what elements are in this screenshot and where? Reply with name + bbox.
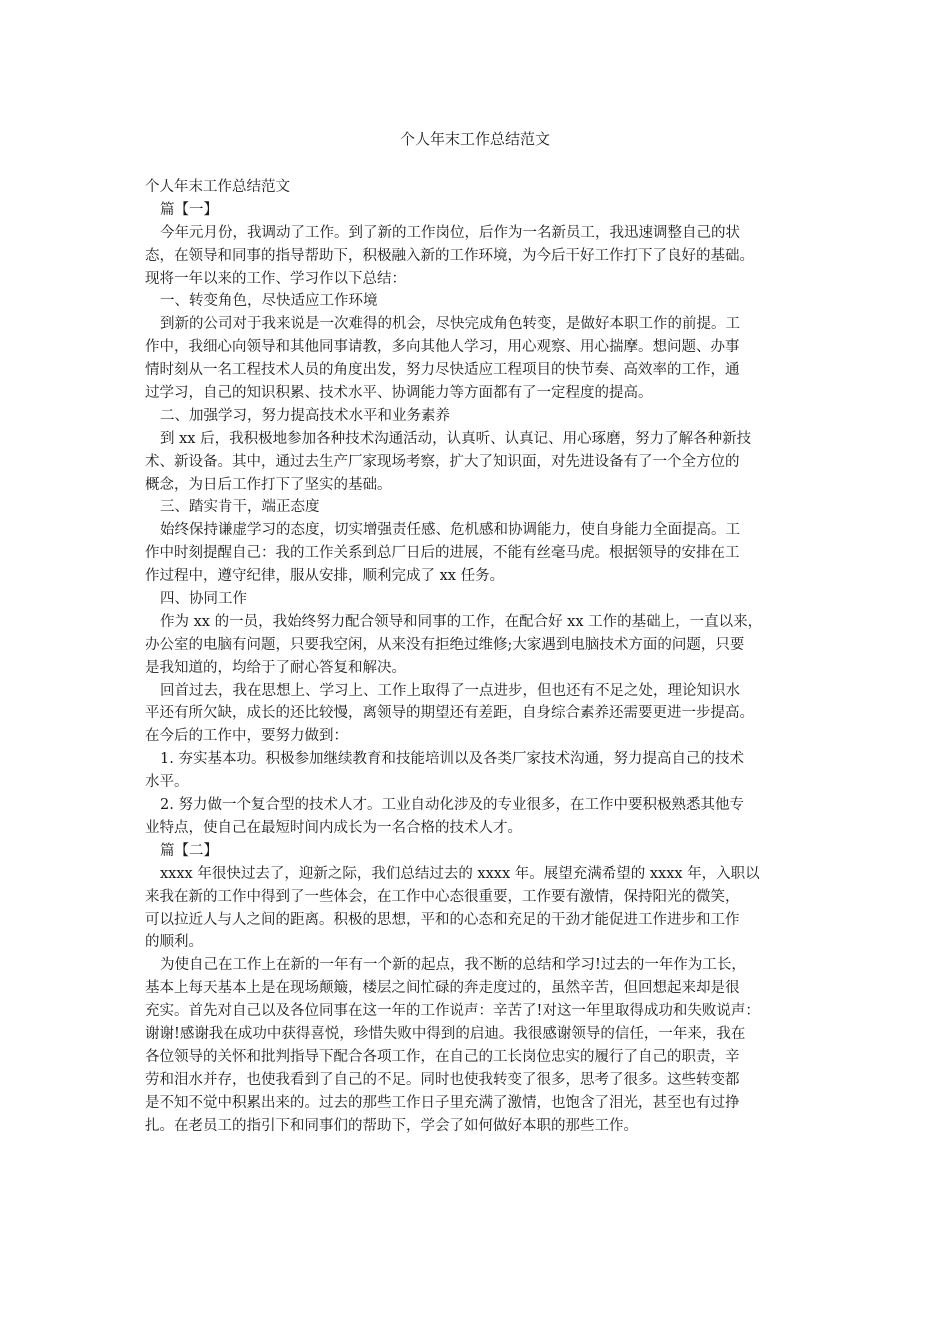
text-line: 业特点，使自己在最短时间内成长为一名合格的技术人才。: [145, 819, 522, 836]
text-line: 概念，为日后工作打下了坚实的基础。: [145, 476, 392, 493]
text-line: 现将一年以来的工作、学习作以下总结：: [145, 270, 406, 287]
text-line: 作中时刻提醒自己：我的工作关系到总厂日后的进展，不能有丝毫马虎。根据领导的安排在工: [145, 545, 740, 562]
text-line: 术、新设备。其中，通过去生产厂家现场考察，扩大了知识面，对先进设备有了一个全方位的: [145, 453, 740, 470]
text-line: 三、踏实肯干，端正态度: [160, 499, 320, 516]
text-line: 扎。在老员工的指引下和同事们的帮助下，学会了如何做好本职的那些工作。: [145, 1117, 638, 1134]
text-line: 办公室的电脑有问题，只要我空闲，从来没有拒绝过维修;大家遇到电脑技术方面的问题，只要: [145, 636, 745, 653]
text-line: 个人年末工作总结范文: [145, 179, 290, 195]
text-line: 谢谢!感谢我在成功中获得喜悦，珍惜失败中得到的启迪。我很感谢领导的信任，一年来，我在: [145, 1025, 746, 1042]
text-line: 2. 努力做一个复合型的技术人才。工业自动化涉及的专业很多，在工作中要积极熟悉其他专: [160, 797, 744, 814]
text-line: 劳和泪水并存，也使我看到了自己的不足。同时也使我转变了很多，思考了很多。这些转变都: [145, 1071, 740, 1088]
text-line: 是不知不觉中积累出来的。过去的那些工作日子里充满了激情，也饱含了泪光，甚至也有过挣: [145, 1094, 740, 1111]
text-line: 今年元月份，我调动了工作。到了新的工作岗位，后作为一名新员工，我迅速调整自己的状: [160, 224, 740, 241]
text-line: 到新的公司对于我来说是一次难得的机会，尽快完成角色转变，是做好本职工作的前提。工: [160, 316, 740, 333]
text-line: 为使自己在工作上在新的一年有一个新的起点，我不断的总结和学习!过去的一年作为工长，: [160, 957, 746, 974]
text-line: 篇【一】: [160, 201, 218, 218]
text-line: 到 xx 后，我积极地参加各种技术沟通活动，认真听、认真记、用心琢磨，努力了解各种新技: [160, 430, 752, 447]
text-line: xxxx 年很快过去了，迎新之际，我们总结过去的 xxxx 年。展望充满希望的 xxxx 年，入职以: [160, 865, 760, 882]
text-line: 在今后的工作中，要努力做到：: [145, 728, 348, 745]
text-line: 1. 夯实基本功。积极参加继续教育和技能培训以及各类厂家技术沟通，努力提高自己的技术: [160, 751, 744, 768]
text-line: 作中，我细心向领导和其他同事请教，多向其他人学习，用心观察、用心揣摩。想问题、办事: [145, 339, 740, 356]
text-line: 的顺利。: [145, 934, 203, 951]
text-line: 作过程中，遵守纪律，服从安排，顺利完成了 xx 任务。: [145, 568, 505, 585]
document-title: 个人年末工作总结范文: [399, 130, 550, 148]
text-line: 可以拉近人与人之间的距离。积极的思想，平和的心态和充足的干劲才能促进工作进步和工作: [145, 911, 740, 928]
text-line: 过学习，自己的知识积累、技术水平、协调能力等方面都有了一定程度的提高。: [145, 385, 653, 402]
text-line: 水平。: [145, 774, 189, 791]
text-line: 二、加强学习，努力提高技术水平和业务素养: [160, 407, 450, 424]
text-line: 情时刻从一名工程技术人员的角度出发，努力尽快适应工程项目的快节奏、高效率的工作，通: [145, 362, 740, 379]
text-line: 回首过去，我在思想上、学习上、工作上取得了一点进步，但也还有不足之处，理论知识水: [160, 682, 740, 699]
document-body: [145, 176, 820, 1137]
text-line: 态，在领导和同事的指导帮助下，积极融入新的工作环境，为今后干好工作打下了良好的基础。: [145, 247, 754, 264]
text-line: 各位领导的关怀和批判指导下配合各项工作，在自己的工长岗位忠实的履行了自己的职责，辛: [145, 1048, 740, 1065]
text-line: 篇【二】: [160, 842, 218, 859]
text-line: 四、协同工作: [160, 591, 247, 608]
text-line: 基本上每天基本上是在现场颠簸，楼层之间忙碌的奔走度过的，虽然辛苦，但回想起来却是很: [145, 980, 740, 997]
text-line: 一、转变角色，尽快适应工作环境: [160, 293, 378, 310]
text-line: 作为 xx 的一员，我始终努力配合领导和同事的工作，在配合好 xx 工作的基础上，一直以来，: [160, 613, 763, 630]
text-line: 来我在新的工作中得到了一些体会，在工作中心态很重要，工作要有激情，保持阳光的微笑，: [145, 888, 740, 905]
text-line: 充实。首先对自己以及各位同事在这一年的工作说声：辛苦了!对这一年里取得成功和失败说声：: [145, 1003, 760, 1020]
text-line: 始终保持谦虚学习的态度，切实增强责任感、危机感和协调能力，使自身能力全面提高。工: [160, 522, 740, 539]
text-line: 平还有所欠缺，成长的还比较慢，离领导的期望还有差距，自身综合素养还需要更进一步提高。: [145, 705, 754, 722]
text-line: 是我知道的，均给于了耐心答复和解决。: [145, 659, 406, 676]
